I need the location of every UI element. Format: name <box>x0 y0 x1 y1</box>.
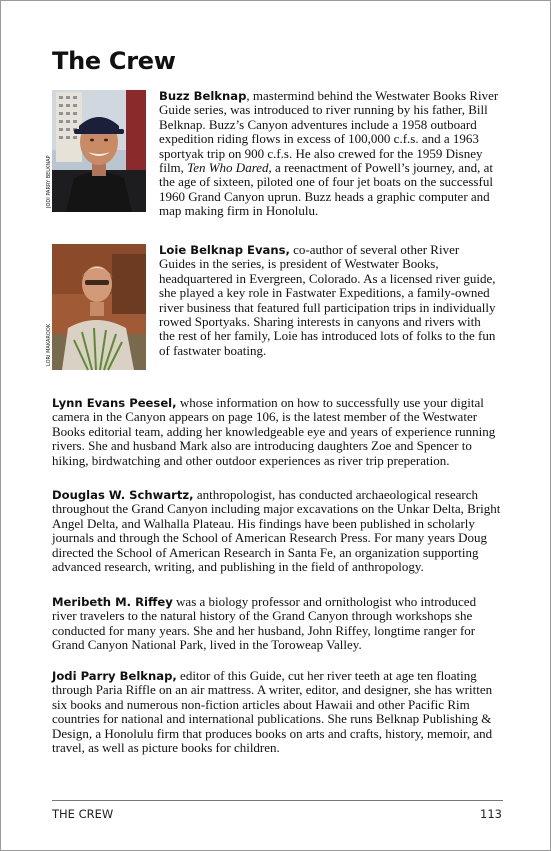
footer-divider <box>52 800 503 801</box>
bio-buzz-belknap <box>159 89 499 219</box>
buzz-portrait-image <box>52 90 146 212</box>
footer-section-title: THE CREW <box>52 807 114 821</box>
bio-name: Jodi Parry Belknap, <box>52 669 177 683</box>
bio-text: whose information on how to successfully use your digital camera in the Canyon appears on page 106, is the latest member of the Westwater Books editorial team, adding her knowledgeable eye and years of experience running rivers. She and husband Mark also are introducing daughters Zoe and Spencer to hiking, birdwatching and other outdoor experiences as river trip preperation. <box>52 395 496 468</box>
loie-belknap-evans-photo <box>46 244 146 370</box>
bio-name: Meribeth M. Riffey <box>52 595 173 609</box>
bio-meribeth-riffey <box>52 595 502 653</box>
page-title: The Crew <box>52 47 176 75</box>
bio-text: was a biology professor and ornithologist who introduced river travelers to the natural history of the Grand Canyon through workshops she conducted for many years. She and her husband, John Riffey, longtime ranger for Grand Canyon National Park, lived in the Toroweap Valley. <box>52 594 477 653</box>
bio-text: , a reenactment of Powell’s journey, and, at the age of sixteen, piloted one of four jet boats on the successful 1960 Grand Canyon uprun. Buzz heads a graphic computer and map making firm in Honolulu. <box>159 160 493 219</box>
bio-text: co-author of several other River Guides in the series, is president of Westwater Books, headquartered in Evergreen, Colorado. As a licensed river guide, she played a key role in Fastwater Expeditions, a family-owned river business that featured full participation trips in individually rowed Sportyaks. Sharing interests in canyons and rivers with the rest of her family, Loie has introduced lots of folks to the fun of fastwater boating. <box>159 242 496 358</box>
bio-lynn-evans-peesel <box>52 396 502 468</box>
bio-text: editor of this Guide, cut her river teeth at age ten floating through Paria Riffle on an air mattress. A writer, editor, and designer, she has written six books and numerous non-fiction articles about Hawaii and other Pacific Rim countries for national and international publications. She runs Belknap Publishing & Design, a Honolulu firm that produces books on arts and crafts, history, memoir, and travel, as well as picture books for children. <box>52 668 493 756</box>
bio-name: Loie Belknap Evans, <box>159 243 290 257</box>
buzz-belknap-photo <box>46 90 146 212</box>
bio-name: Lynn Evans Peesel, <box>52 396 177 410</box>
bio-text: , mastermind behind the Westwater Books River Guide series, was introduced to river running by his father, Bill Belknap. Buzz’s Canyon adventures include a 1958 outboard expedition riding flows in excess of 100,000 c.f.s. and a 1963 sportyak trip on 900 c.f.s. He also crewed for the 1959 Disney film, <box>159 88 499 176</box>
bio-douglas-schwartz <box>52 488 502 574</box>
bio-loie-belknap-evans <box>159 243 499 358</box>
bio-jodi-parry-belknap <box>52 669 502 755</box>
bio-name: Buzz Belknap <box>159 89 247 103</box>
bio-text: anthropologist, has conducted archaeological research throughout the Grand Canyon including major excavations on the Unkar Delta, Bright Angel Delta, and Walhalla Plateau. His findings have been published in scholarly journals and through the School of American Research Press. For many years Doug directed the School of American Research in Santa Fe, an organization supporting advanced research, writing, and publishing in the field of anthropology. <box>52 487 501 575</box>
film-title: Ten Who Dared <box>187 160 269 176</box>
photo-credit: LORI MAKAROOK <box>46 323 52 366</box>
loie-portrait-image <box>52 244 146 370</box>
page-number: 113 <box>480 807 502 821</box>
photo-credit: JODI PARRY BELKNAP <box>46 155 52 208</box>
bio-name: Douglas W. Schwartz, <box>52 488 194 502</box>
